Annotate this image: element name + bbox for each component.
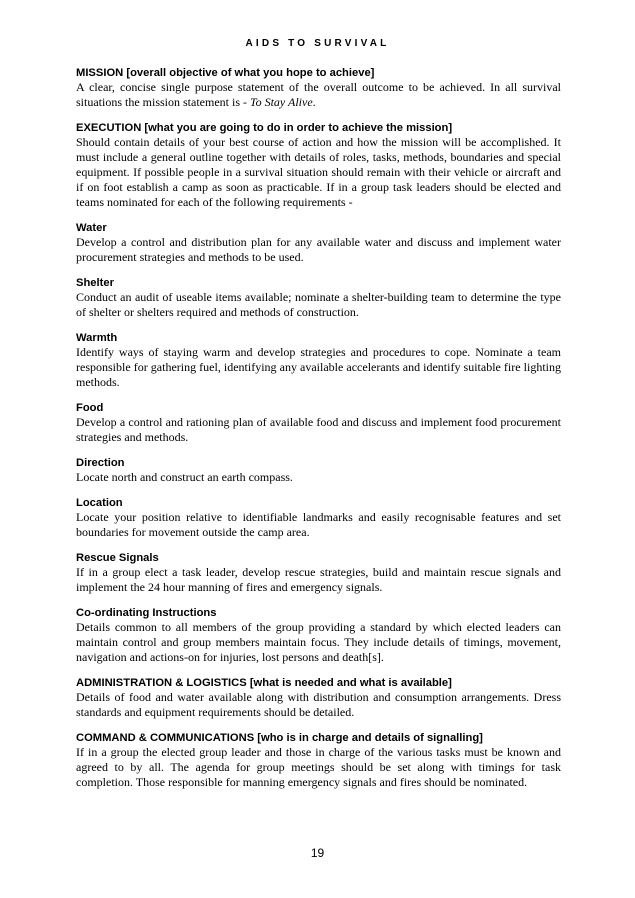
running-header: AIDS TO SURVIVAL (245, 38, 390, 49)
section-heading: Warmth (76, 332, 118, 344)
section-body: Develop a control and distribution plan for any available water and discuss and implement water procurement strategies and methods to be used. (76, 235, 561, 264)
section-heading: Rescue Signals (76, 552, 159, 564)
page-number: 19 (310, 846, 325, 860)
section-heading: COMMAND & COMMUNICATIONS [who is in charge and details of signalling] (76, 732, 483, 744)
section-rescue-signals (76, 551, 561, 595)
section-execution (76, 121, 561, 210)
section-heading: Co-ordinating Instructions (76, 607, 217, 619)
section-heading: ADMINISTRATION & LOGISTICS [what is needed and what is available] (76, 677, 452, 689)
section-body: Details common to all members of the group providing a standard by which elected leaders can maintain control and group members maintain focus. They include details of timings, movement, navigation and actions-on for injuries, lost persons and death[s]. (76, 620, 561, 664)
section-body: Identify ways of staying warm and develop strategies and procedures to cope. Nominate a team responsible for gathering fuel, identifying any available accelerants and identify suitable fire lighting methods. (76, 345, 561, 389)
section-body: If in a group elect a task leader, develop rescue strategies, build and maintain rescue signals and implement the 24 hour manning of fires and emergency signals. (76, 565, 561, 594)
section-direction (76, 456, 561, 485)
section-body (76, 80, 561, 110)
section-mission (76, 66, 561, 110)
section-body: Locate north and construct an earth compass. (76, 470, 293, 484)
body-suffix: . (312, 95, 316, 109)
section-body: If in a group the elected group leader and those in charge of the various tasks must be known and agreed to by all. The agenda for group meetings should be set along with timings for task completion. Those responsible for manning emergency signals and fires should be nominated. (76, 745, 561, 789)
section-body: Develop a control and rationing plan of available food and discuss and implement food procurement strategies and methods. (76, 415, 561, 444)
section-heading: EXECUTION [what you are going to do in order to achieve the mission] (76, 122, 453, 134)
section-body: Locate your position relative to identifiable landmarks and easily recognisable features and set boundaries for movement outside the camp area. (76, 510, 561, 539)
section-water (76, 221, 561, 265)
section-heading: Location (76, 497, 123, 509)
section-heading: MISSION [overall objective of what you hope to achieve] (76, 67, 375, 79)
section-shelter (76, 276, 561, 320)
section-body: Should contain details of your best course of action and how the mission will be accomplished. It must include a general outline together with details of roles, tasks, methods, boundaries and special equipment. If possible people in a survival situation should remain with their vehicle or aircraft and if on foot establish a camp as soon as practicable. If in a group task leaders should be elected and teams nominated for each of the following requirements - (76, 135, 561, 209)
page-content (76, 66, 561, 801)
body-text-main: A clear, concise single purpose statement of the overall outcome to be achieved. In all survival situations the mission statement is - (76, 80, 561, 109)
section-location (76, 496, 561, 540)
section-heading: Direction (76, 457, 125, 469)
section-body: Details of food and water available along with distribution and consumption arrangements. Dress standards and equipment requirements should be detailed. (76, 690, 561, 719)
section-heading: Shelter (76, 277, 114, 289)
section-heading: Water (76, 222, 107, 234)
section-coordinating-instructions (76, 606, 561, 665)
body-emphasis: To Stay Alive (250, 95, 313, 109)
section-body: Conduct an audit of useable items available; nominate a shelter-building team to determine the type of shelter or shelters required and methods of construction. (76, 290, 561, 319)
section-command-communications (76, 731, 561, 790)
section-warmth (76, 331, 561, 390)
section-food (76, 401, 561, 445)
section-administration-logistics (76, 676, 561, 720)
section-heading: Food (76, 402, 104, 414)
